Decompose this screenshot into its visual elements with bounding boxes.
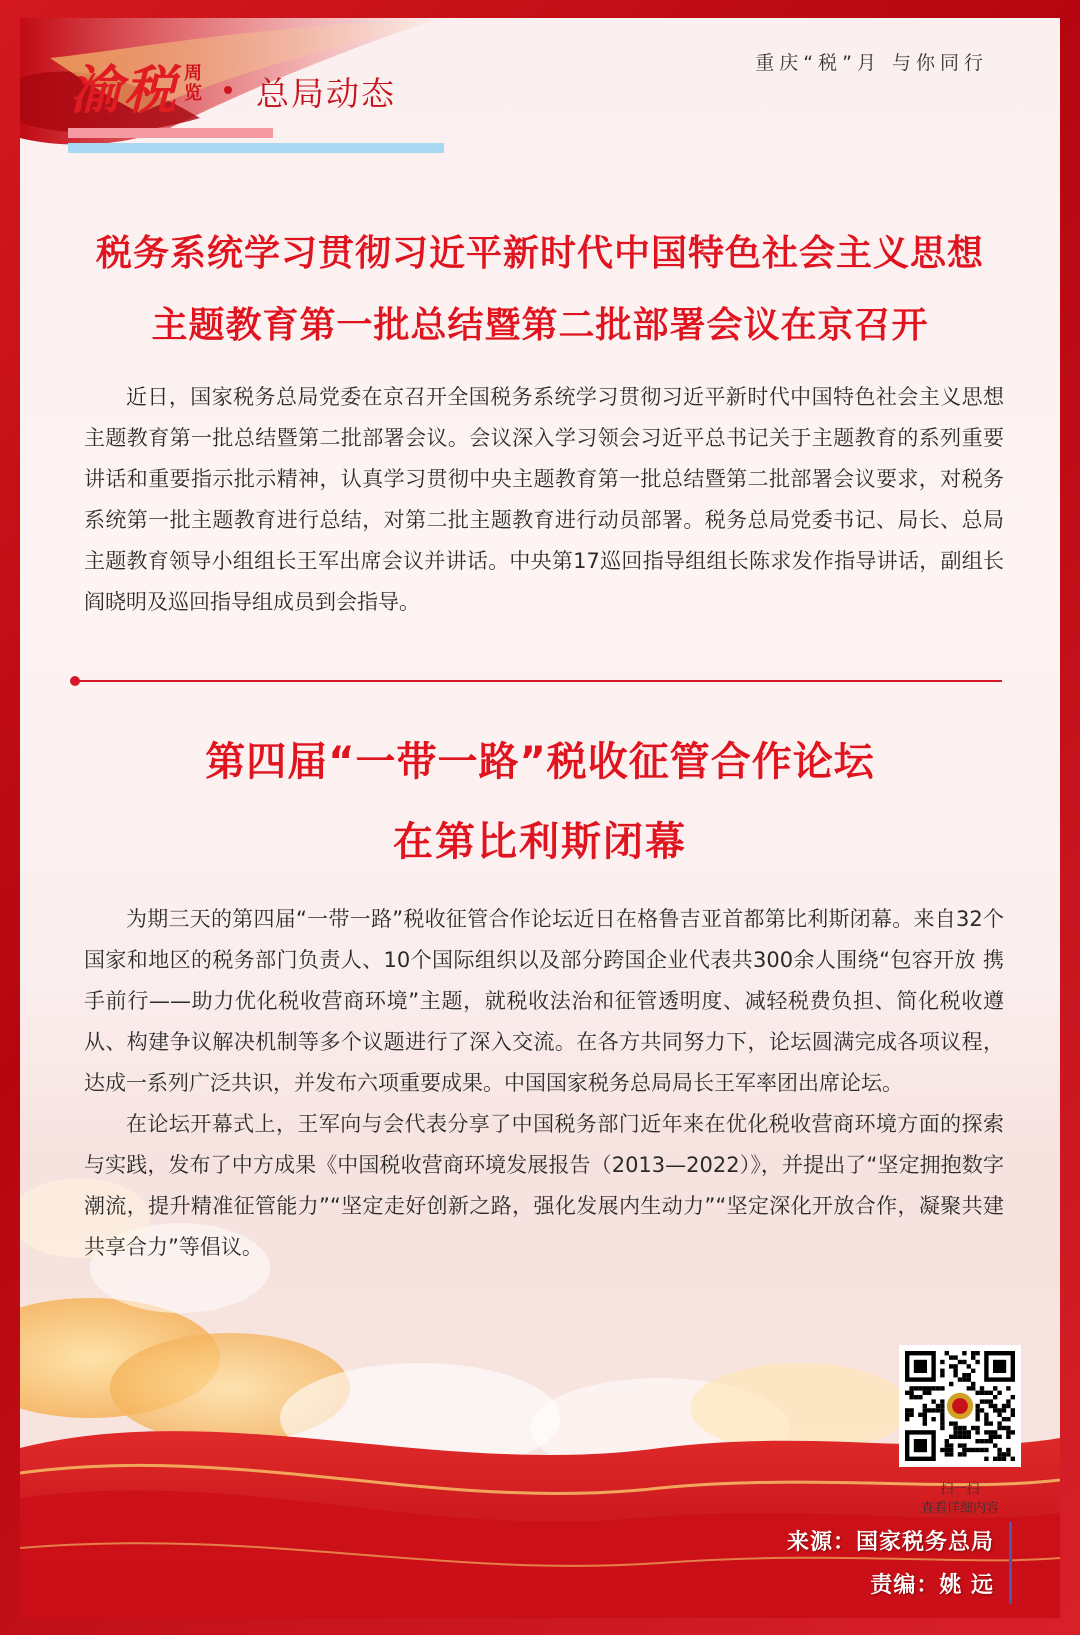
article2-body: [84, 899, 1004, 1268]
article1-paragraph: 近日，国家税务总局党委在京召开全国税务系统学习贯彻习近平新时代中国特色社会主义思想主题教育第一批总结暨第二批部署会议。会议深入学习领会习近平总书记关于主题教育的系列重要讲话和重要指示批示精神，认真学习贯彻中央主题教育第一批总结暨第二批部署会议要求，对税务系统第一批主题教育进行总结，对第二批主题教育进行动员部署。税务总局党委书记、局长、总局主题教育领导小组组长王军出席会议并讲话。中央第17巡回指导组组长陈求发作指导讲话，副组长阎晓明及巡回指导组成员到会指导。: [84, 385, 1004, 614]
logo-text: 渝税: [70, 60, 179, 121]
logo-subtext: 周览: [184, 63, 202, 104]
qr-caption-line2: 查看详细内容: [920, 1501, 999, 1516]
article2-title-line2: 在第比利斯闭幕: [393, 819, 687, 865]
section-title: 总局动态: [256, 74, 396, 113]
qr-code-image: [899, 1345, 1021, 1467]
slogan: 重庆“税”月 与你同行: [755, 52, 988, 74]
editor-credit: 责编：姚 远: [870, 1573, 994, 1598]
qr-caption-line1: 扫一扫: [940, 1482, 980, 1497]
header-dot: [224, 86, 232, 94]
article1-title-line1: 税务系统学习贯彻习近平新时代中国特色社会主义思想: [95, 233, 984, 274]
article2-paragraph: 在论坛开幕式上，王军向与会代表分享了中国税务部门近年来在优化税收营商环境方面的探索与实践，发布了中方成果《中国税收营商环境发展报告（2013—2022）》，并提出了“坚定拥抱数字潮流，提升精准征管能力”“坚定走好创新之路，强化发展内生动力”“坚定深化开放合作，凝聚共建共享合力”等倡议。: [84, 1112, 1004, 1259]
qr-code[interactable]: [899, 1345, 1021, 1467]
article2-paragraph: 为期三天的第四届“一带一路”税收征管合作论坛近日在格鲁吉亚首都第比利斯闭幕。来自32个国家和地区的税务部门负责人、10个国际组织以及部分跨国企业代表共300余人围绕“包容开放 携手前行——助力优化税收营商环境”主题，就税收法治和征管透明度、减轻税费负担、简化税收遵从、构建争议解决机制等多个议题进行了深入交流。在各方共同努力下，论坛圆满完成各项议程，达成一系列广泛共识，并发布六项重要成果。中国国家税务总局局长王军率团出席论坛。: [84, 907, 1004, 1095]
article1-body: [84, 377, 1004, 623]
article2-title-line1: 第四届“一带一路”税收征管合作论坛: [205, 739, 875, 785]
decorative-bar-blue: [68, 143, 444, 153]
decorative-bar-pink: [68, 128, 273, 138]
divider-line: [76, 680, 1002, 682]
qr-caption: [880, 1480, 1040, 1518]
source-credit: 来源：国家税务总局: [786, 1530, 994, 1555]
article1-title-line2: 主题教育第一批总结暨第二批部署会议在京召开: [151, 305, 929, 346]
footer-accent-line: [1009, 1522, 1012, 1604]
